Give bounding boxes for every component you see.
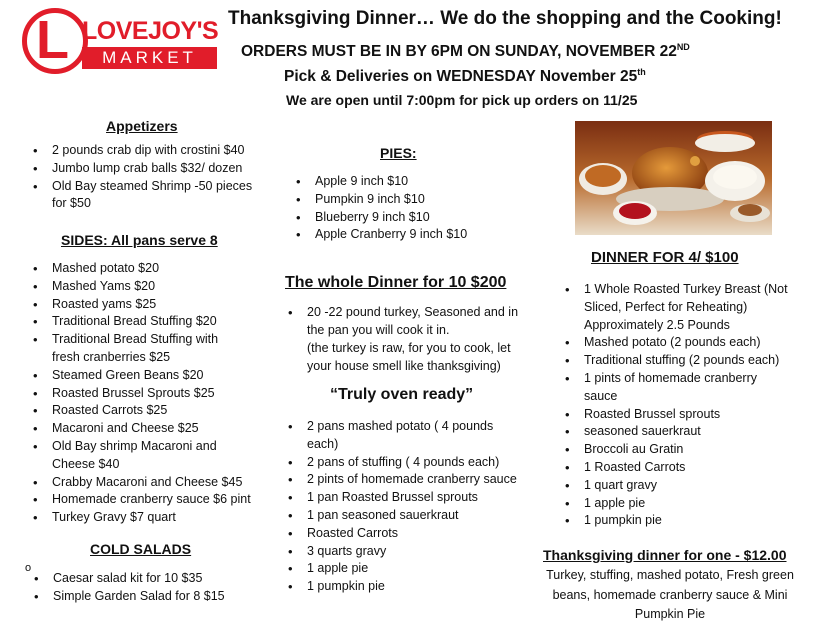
open-hours: We are open until 7:00pm for pick up orders on 11/25 bbox=[286, 92, 638, 108]
turkey-note: (the turkey is raw, for you to cook, let your house smell like thanksgiving) bbox=[307, 341, 511, 373]
dinner-for-one-description: Turkey, stuffing, mashed potato, Fresh green beans, homemade cranberry sauce & Mini Pumpkin Pie bbox=[546, 568, 794, 621]
list-item: • Turkey Gravy $7 quart bbox=[30, 509, 270, 527]
list-item: • Pumpkin 9 inch $10 bbox=[293, 191, 523, 209]
list-item: • 1 quart gravy bbox=[562, 477, 812, 495]
list-item: • 1 pan seasoned sauerkraut bbox=[285, 507, 535, 525]
list-item: • Simple Garden Salad for 8 $15 bbox=[31, 588, 271, 606]
oven-ready-heading: “Truly oven ready” bbox=[330, 386, 474, 403]
list-item: • 2 pans mashed potato ( 4 pounds each) bbox=[285, 418, 517, 454]
list-item: • Roasted Brussel Sprouts $25 bbox=[30, 385, 270, 403]
list-item: • Blueberry 9 inch $10 bbox=[293, 209, 523, 227]
list-item: • Broccoli au Gratin bbox=[562, 441, 812, 459]
logo-letter: L bbox=[36, 10, 69, 70]
list-item: • Macaroni and Cheese $25 bbox=[30, 420, 270, 438]
list-item: • Mashed potato $20 bbox=[30, 260, 270, 278]
list-item: • Traditional Bread Stuffing with fresh cranberries $25 bbox=[30, 331, 242, 367]
list-item: • Mashed potato (2 pounds each) bbox=[562, 334, 812, 352]
dinner-for-4-list bbox=[562, 281, 812, 530]
whole-dinner-heading: The whole Dinner for 10 $200 bbox=[285, 274, 507, 291]
cold-salads-list bbox=[31, 570, 271, 606]
list-item: • Homemade cranberry sauce $6 pint bbox=[30, 491, 270, 509]
list-item: • Apple 9 inch $10 bbox=[293, 173, 523, 191]
logo-market: MARKET bbox=[82, 47, 217, 69]
list-item: • Roasted yams $25 bbox=[30, 296, 270, 314]
list-item: • Roasted Carrots $25 bbox=[30, 402, 270, 420]
list-item: • Mashed Yams $20 bbox=[30, 278, 270, 296]
sides-list bbox=[30, 260, 270, 527]
list-item: • 1 Whole Roasted Turkey Breast (Not Sliced, Perfect for Reheating) Approximately 2.5 Pounds bbox=[562, 281, 789, 334]
list-item: • Apple Cranberry 9 inch $10 bbox=[293, 226, 523, 244]
list-item: • Traditional stuffing (2 pounds each) bbox=[562, 352, 812, 370]
list-item: • 20 -22 pound turkey, Seasoned and in the pan you will cook it in. bbox=[285, 304, 535, 340]
list-item: • Caesar salad kit for 10 $35 bbox=[31, 570, 271, 588]
list-item: • Traditional Bread Stuffing $20 bbox=[30, 313, 270, 331]
list-item: • 1 Roasted Carrots bbox=[562, 459, 812, 477]
circle-marker: o bbox=[25, 562, 32, 574]
orders-deadline: ORDERS MUST BE IN BY 6PM ON SUNDAY, NOVEMBER 22ND bbox=[241, 42, 690, 61]
list-item: • 3 quarts gravy bbox=[285, 543, 535, 561]
list-item: • 1 pumpkin pie bbox=[285, 578, 535, 596]
list-item: • Roasted Brussel sprouts bbox=[562, 406, 812, 424]
list-item: • seasoned sauerkraut bbox=[562, 423, 812, 441]
list-item: • Jumbo lump crab balls $32/ dozen bbox=[30, 160, 270, 178]
list-item: • 2 pints of homemade cranberry sauce bbox=[285, 471, 535, 489]
dinner-for-4-heading: DINNER FOR 4/ $100 bbox=[591, 249, 739, 266]
list-item: • 1 pints of homemade cranberry sauce bbox=[562, 370, 789, 406]
sides-heading: SIDES: All pans serve 8 bbox=[61, 232, 218, 248]
list-item: • 1 pumpkin pie bbox=[562, 512, 812, 530]
list-item: • Crabby Macaroni and Cheese $45 bbox=[30, 474, 270, 492]
list-item: • 1 apple pie bbox=[562, 495, 812, 513]
list-item: • 1 apple pie bbox=[285, 560, 535, 578]
appetizers-heading: Appetizers bbox=[106, 118, 178, 134]
list-item: • 2 pans of stuffing ( 4 pounds each) bbox=[285, 454, 535, 472]
list-item: • Old Bay shrimp Macaroni and Cheese $40 bbox=[30, 438, 242, 474]
list-item: • Old Bay steamed Shrimp -50 pieces for $50 bbox=[30, 178, 270, 214]
list-item: • Steamed Green Beans $20 bbox=[30, 367, 270, 385]
oven-ready-list bbox=[285, 418, 535, 596]
pickup-date: Pick & Deliveries on WEDNESDAY November 25th bbox=[284, 67, 646, 86]
whole-dinner-list bbox=[285, 304, 535, 340]
pies-list bbox=[293, 173, 523, 244]
thanksgiving-dinner-photo bbox=[575, 121, 772, 235]
cold-salads-heading: COLD SALADS bbox=[90, 541, 192, 557]
list-item: • 2 pounds crab dip with crostini $40 bbox=[30, 142, 270, 160]
list-item: • Roasted Carrots bbox=[285, 525, 535, 543]
dinner-for-one-heading: Thanksgiving dinner for one - $12.00 bbox=[543, 547, 787, 563]
list-item: • 1 pan Roasted Brussel sprouts bbox=[285, 489, 535, 507]
page-title: Thanksgiving Dinner… We do the shopping and the Cooking! bbox=[228, 8, 782, 29]
pies-heading: PIES: bbox=[380, 145, 417, 161]
appetizers-list bbox=[30, 142, 270, 213]
logo-name: LOVEJOY'S bbox=[82, 17, 219, 45]
